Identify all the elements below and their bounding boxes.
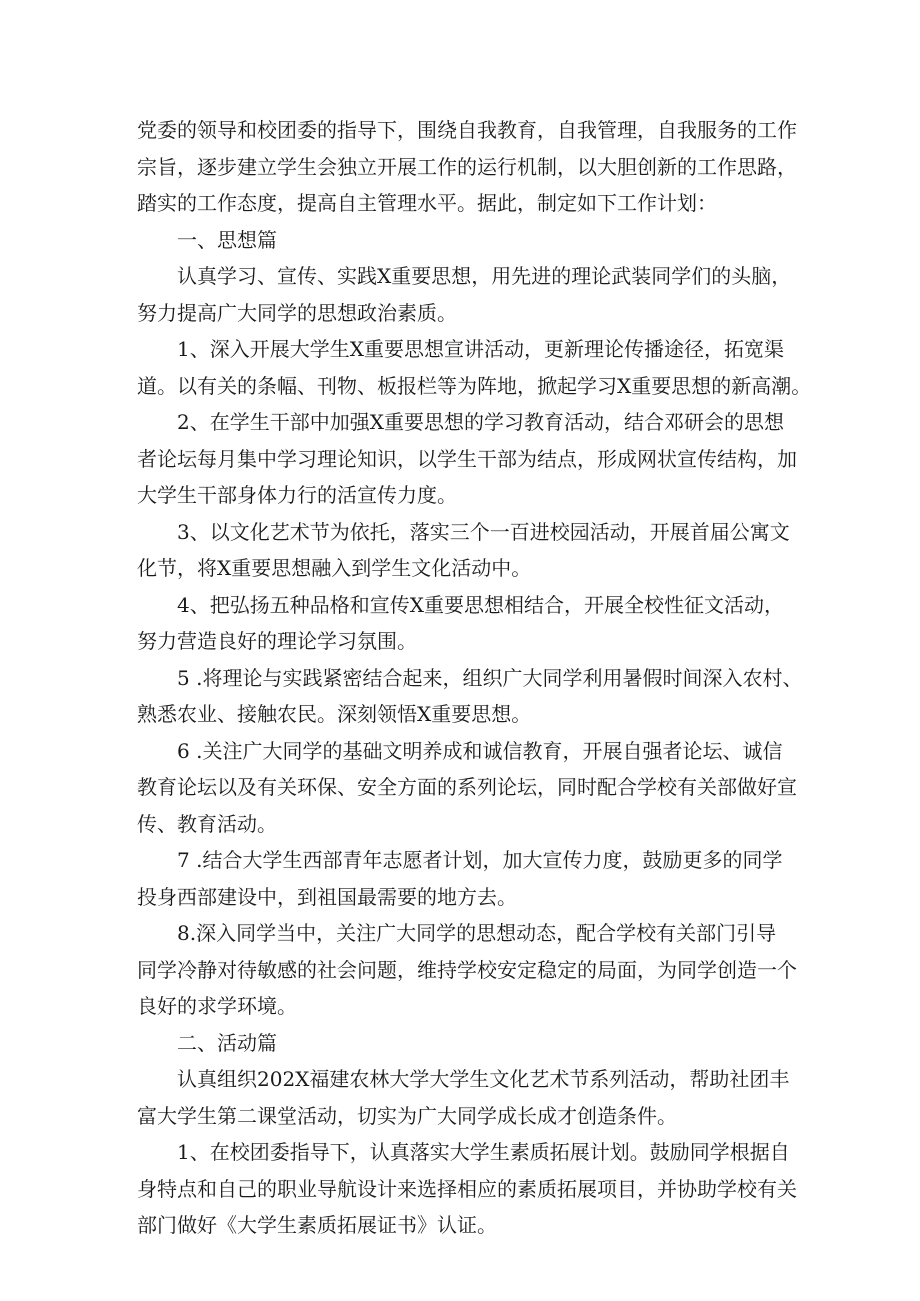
paragraph-item-7	[137, 842, 797, 915]
text-line: 1、深入开展大学生X重要思想宣讲活动，更新理论传播途径，拓宽渠	[177, 337, 784, 361]
text-line: 努力提高广大同学的思想政治素质。	[137, 300, 457, 325]
text-line: 4、把弘扬五种品格和宣传X重要思想相结合，开展全校性征文活动，	[177, 592, 784, 617]
section-heading-ideology	[137, 222, 797, 259]
text-line: 熟悉农业、接触农民。深刻领悟X重要思想。	[137, 702, 532, 726]
text-line: 2、在学生干部中加强X重要思想的学习教育活动，结合邓研会的思想	[177, 410, 784, 434]
paragraph-intro	[137, 112, 797, 222]
text-line: 道。以有关的条幅、刊物、板报栏等为阵地，掀起学习X重要思想的新高潮。	[137, 373, 812, 398]
text-line: 5 .将理论与实践紧密结合起来，组织广大同学利用暑假时间深入农村、	[177, 665, 803, 690]
text-line: 传、教育活动。	[137, 811, 277, 836]
section-heading-activities	[137, 1025, 797, 1062]
paragraph-item-1	[137, 331, 812, 404]
text-line: 教育论坛以及有关环保、安全方面的系列论坛，同时配合学校有关部做好宣	[137, 775, 797, 799]
text-line: 努力营造良好的理论学习氛围。	[137, 629, 417, 653]
text-line: 党委的领导和校团委的指导下，围绕自我教育，自我管理，自我服务的工作	[137, 118, 797, 142]
paragraph-ideology-intro	[137, 258, 797, 331]
text-line: 认真组织202X福建农林大学大学生文化艺术节系列活动，帮助社团丰	[177, 1067, 790, 1091]
text-line: 二、活动篇	[177, 1030, 277, 1055]
paragraph-activities-intro	[137, 1061, 797, 1134]
text-line: 投身西部建设中，到祖国最需要的地方去。	[137, 884, 517, 909]
text-line: 富大学生第二课堂活动，切实为广大同学成长成才创造条件。	[137, 1103, 677, 1128]
paragraph-item-3	[137, 514, 797, 587]
text-line: 同学冷静对待敏感的社会问题，维持学校安定稳定的局面，为同学创造一个	[137, 957, 797, 982]
document-body	[137, 112, 812, 1244]
text-line: 3、以文化艺术节为依托，落实三个一百进校园活动，开展首届公寓文	[177, 519, 790, 544]
paragraph-item-2	[137, 404, 797, 514]
text-line: 踏实的工作态度，提高自主管理水平。据此，制定如下工作计划：	[137, 191, 717, 215]
text-line: 1、在校团委指导下，认真落实大学生素质拓展计划。鼓励同学根据自	[177, 1140, 790, 1164]
text-line: 7 .结合大学生西部青年志愿者计划，加大宣传力度，鼓励更多的同学	[177, 848, 783, 872]
text-line: 化节，将X重要思想融入到学生文化活动中。	[137, 556, 532, 580]
text-line: 6 .关注广大同学的基础文明养成和诚信教育，开展自强者论坛、诚信	[177, 738, 783, 763]
text-line: 宗旨，逐步建立学生会独立开展工作的运行机制，以大胆创新的工作思路，	[137, 154, 797, 179]
paragraph-item-6	[137, 733, 797, 843]
paragraph-item-8	[137, 915, 797, 1025]
text-line: 大学生干部身体力行的活宣传力度。	[137, 483, 457, 507]
paragraph-item-5	[137, 660, 803, 733]
paragraph-item-4	[137, 587, 797, 660]
paragraph-activities-item-1	[137, 1134, 797, 1244]
text-line: 认真学习、宣传、实践X重要思想，用先进的理论武装同学们的头脑，	[177, 264, 792, 288]
text-line: 身特点和自己的职业导航设计来选择相应的素质拓展项目，并协助学校有关	[137, 1176, 797, 1201]
text-line: 者论坛每月集中学习理论知识，以学生干部为结点，形成网状宣传结构，加	[137, 446, 797, 471]
text-line: 部门做好《大学生素质拓展证书》认证。	[137, 1213, 497, 1237]
text-line: 一、思想篇	[177, 227, 277, 252]
text-line: 8.深入同学当中，关注广大同学的思想动态，配合学校有关部门引导	[177, 921, 777, 945]
text-line: 良好的求学环境。	[137, 994, 297, 1018]
